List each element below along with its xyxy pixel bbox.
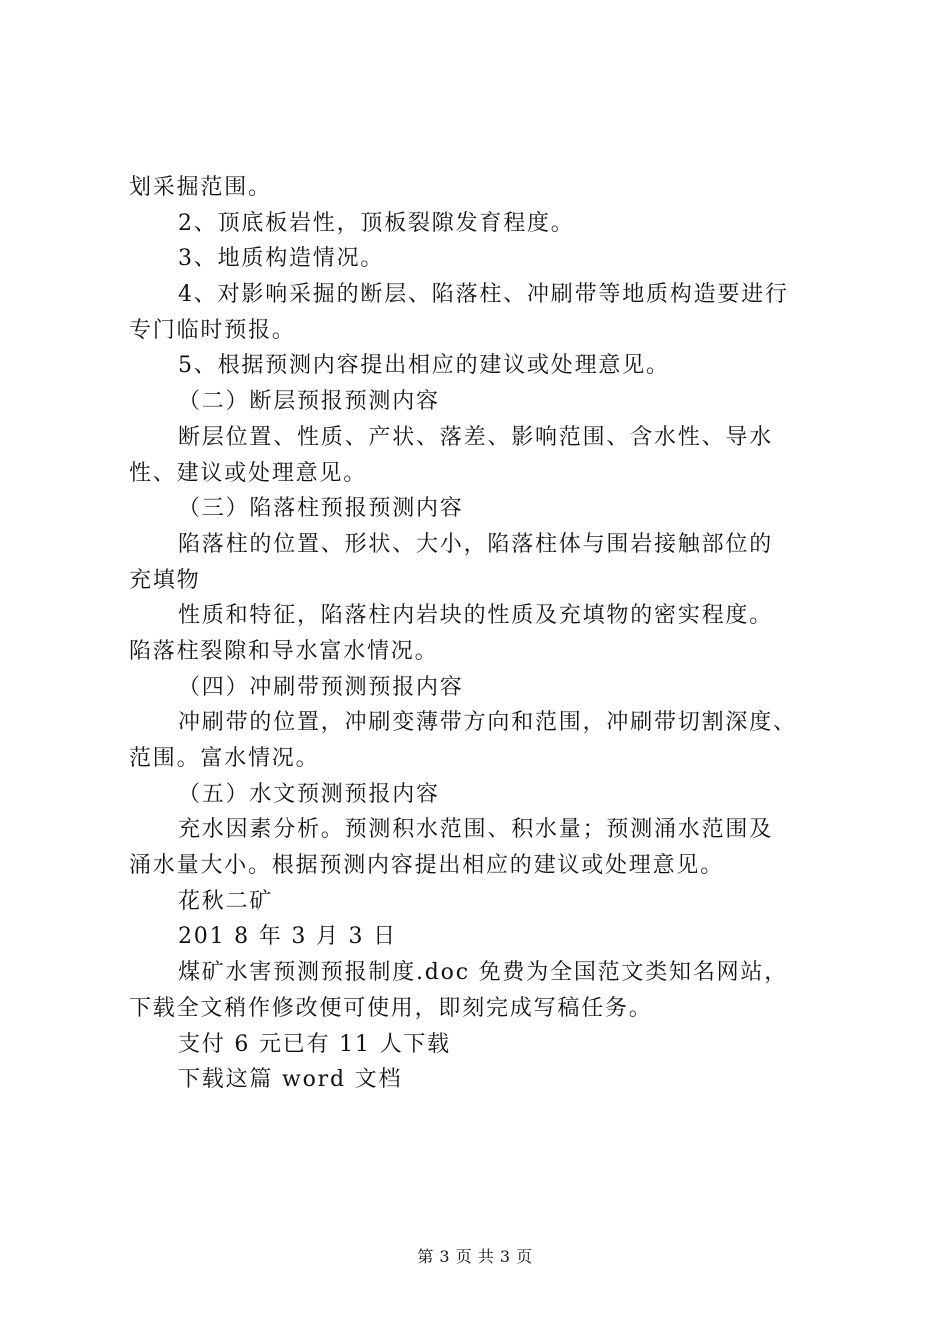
download-word-link[interactable]: 下载这篇 word 文档 xyxy=(178,1067,403,1093)
document-body xyxy=(129,170,834,1098)
section-heading: （五）水文预测预报内容 xyxy=(178,781,440,807)
text-line: 3、地质构造情况。 xyxy=(178,246,385,272)
text-line: 陷落柱的位置、形状、大小，陷落柱体与围岩接触部位的 xyxy=(178,531,774,557)
section-heading: （三）陷落柱预报预测内容 xyxy=(178,496,464,522)
text-line: 充水因素分析。预测积水范围、积水量；预测涌水范围及 xyxy=(178,817,774,843)
text-line: 断层位置、性质、产状、落差、影响范围、含水性、导水 xyxy=(178,424,774,450)
text-line: 冲刷带的位置，冲刷变薄带方向和范围，冲刷带切割深度、 xyxy=(178,710,797,736)
text-line: 涌水量大小。根据预测内容提出相应的建议或处理意见。 xyxy=(129,853,725,879)
signature-date: 201 8 年 3 月 3 日 xyxy=(178,924,397,950)
text-line: 陷落柱裂隙和导水富水情况。 xyxy=(129,638,439,664)
signature-org: 花秋二矿 xyxy=(178,888,274,914)
text-line: 2、顶底板岩性，顶板裂隙发育程度。 xyxy=(178,210,575,236)
text-line: 充填物 xyxy=(129,567,201,593)
text-line: 性、建议或处理意见。 xyxy=(129,460,368,486)
text-line: 4、对影响采掘的断层、陷落柱、冲刷带等地质构造要进行 xyxy=(178,282,789,308)
text-line: 专门临时预报。 xyxy=(129,317,296,343)
section-heading: （四）冲刷带预测预报内容 xyxy=(178,674,464,700)
download-count-text: 支付 6 元已有 11 人下载 xyxy=(178,1031,451,1057)
text-line: 划采掘范围。 xyxy=(129,175,272,200)
text-line: 5、根据预测内容提出相应的建议或处理意见。 xyxy=(178,353,670,379)
page-footer: 第 3 页 共 3 页 xyxy=(417,1247,533,1266)
text-line: 煤矿水害预测预报制度.doc 免费为全国范文类知名网站， xyxy=(178,960,789,986)
section-heading: （二）断层预报预测内容 xyxy=(178,389,440,415)
text-line: 范围。富水情况。 xyxy=(129,746,320,771)
text-line: 下载全文稍作修改便可使用，即刻完成写稿任务。 xyxy=(129,995,653,1021)
text-line: 性质和特征，陷落柱内岩块的性质及充填物的密实程度。 xyxy=(178,603,774,629)
